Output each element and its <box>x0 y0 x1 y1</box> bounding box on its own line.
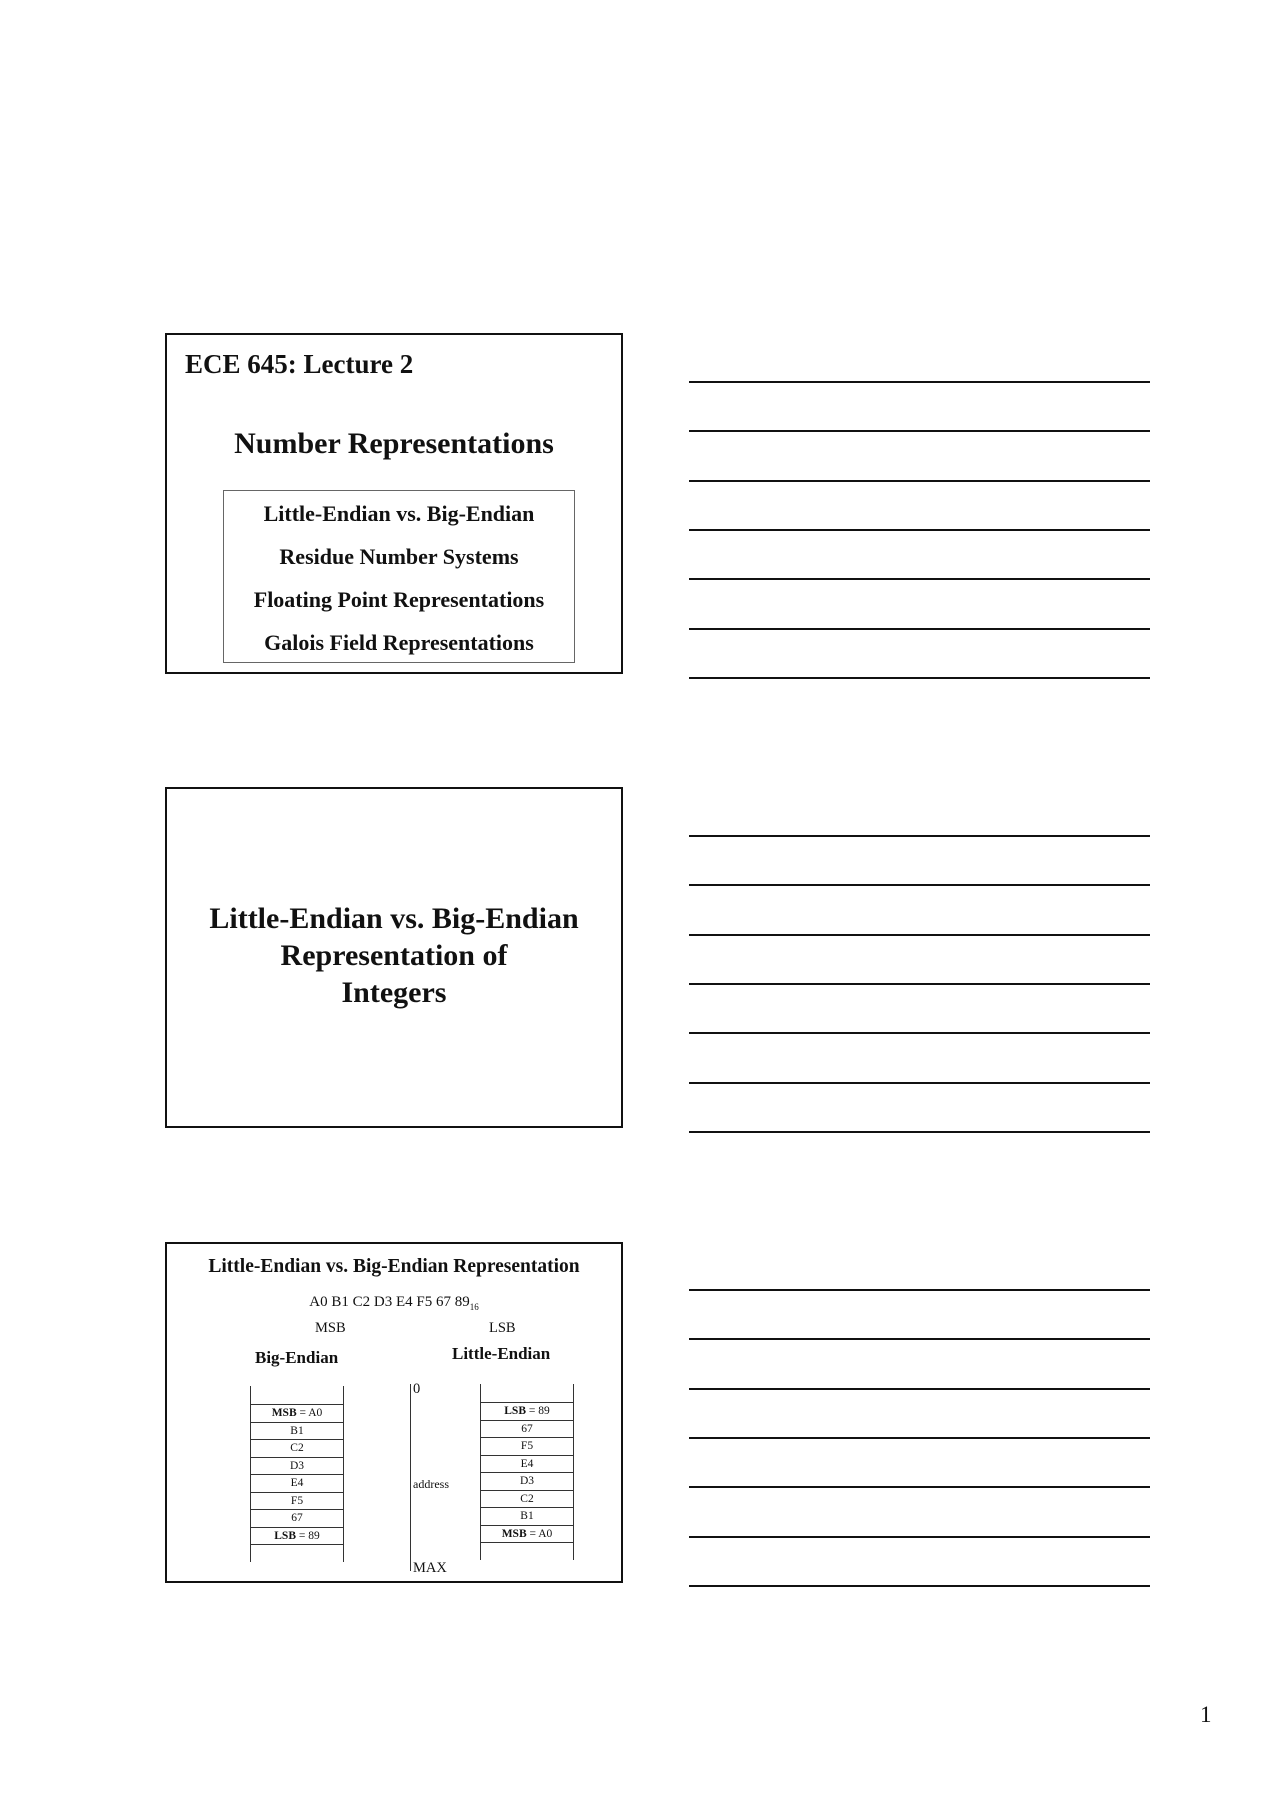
memory-cell <box>480 1491 574 1509</box>
note-line <box>689 1437 1150 1439</box>
address-end: MAX <box>413 1560 447 1576</box>
byte-role: MSB <box>501 1527 527 1540</box>
byte-value: B1 <box>520 1510 534 1522</box>
memory-cell <box>250 1458 344 1476</box>
course-title: ECE 645: Lecture 2 <box>185 349 414 379</box>
slide-title: Number Representations <box>234 427 554 460</box>
note-line <box>689 983 1150 985</box>
note-line <box>689 480 1150 482</box>
hex-base: 16 <box>469 1302 479 1312</box>
note-line <box>689 1388 1150 1390</box>
note-line <box>689 677 1150 679</box>
address-start: 0 <box>413 1381 421 1397</box>
memory-cell <box>480 1456 574 1474</box>
memory-cell <box>480 1403 574 1421</box>
slide-1 <box>165 333 623 674</box>
memory-cell <box>250 1510 344 1528</box>
slide-3 <box>165 1242 623 1583</box>
memory-cell <box>250 1405 344 1423</box>
page-number: 1 <box>1200 1702 1212 1727</box>
note-line <box>689 1486 1150 1488</box>
memory-cells <box>480 1402 574 1543</box>
slide-title <box>167 900 621 1011</box>
memory-cells <box>250 1404 344 1545</box>
memory-cell <box>480 1438 574 1456</box>
note-line <box>689 1082 1150 1084</box>
byte-value: B1 <box>290 1424 304 1437</box>
slide-title: Little-Endian vs. Big-Endian Representation <box>208 1256 580 1277</box>
byte-value: = A0 <box>296 1407 323 1419</box>
memory-cell <box>250 1493 344 1511</box>
byte-value: E4 <box>520 1457 534 1470</box>
note-line <box>689 1032 1150 1034</box>
title-line: Little-Endian vs. Big-Endian <box>209 902 579 935</box>
note-line <box>689 1536 1150 1538</box>
memory-cell <box>250 1440 344 1458</box>
byte-value: = 89 <box>526 1405 550 1417</box>
byte-value: = A0 <box>526 1527 553 1540</box>
byte-role: MSB <box>271 1407 297 1419</box>
byte-value: 67 <box>291 1512 303 1524</box>
note-line <box>689 1289 1150 1291</box>
byte-value: C2 <box>520 1492 534 1505</box>
slide-2 <box>165 787 623 1128</box>
memory-cell <box>480 1473 574 1491</box>
big-endian-label: Big-Endian <box>255 1348 339 1367</box>
byte-role: LSB <box>504 1405 526 1417</box>
memory-cell <box>250 1475 344 1493</box>
topic-item: Little-Endian vs. Big-Endian <box>263 501 535 526</box>
note-line <box>689 934 1150 936</box>
topic-item: Floating Point Representations <box>253 587 545 612</box>
hex-number <box>167 1294 621 1312</box>
note-line <box>689 381 1150 383</box>
little-endian-label: Little-Endian <box>452 1344 551 1363</box>
address-axis <box>410 1384 411 1571</box>
note-line <box>689 835 1150 837</box>
hex-value: A0 B1 C2 D3 E4 F5 67 89 <box>309 1294 470 1310</box>
memory-cell <box>480 1421 574 1439</box>
memory-cell <box>250 1528 344 1546</box>
little-endian-memory <box>480 1384 574 1560</box>
byte-value: D3 <box>519 1475 535 1487</box>
note-line <box>689 628 1150 630</box>
msb-label: MSB <box>315 1320 346 1336</box>
big-endian-memory <box>250 1386 344 1562</box>
note-line <box>689 529 1150 531</box>
byte-value: D3 <box>289 1459 305 1472</box>
note-line <box>689 1585 1150 1587</box>
byte-role: LSB <box>274 1529 296 1542</box>
topic-list <box>223 490 575 663</box>
note-line <box>689 1131 1150 1133</box>
memory-cell <box>480 1508 574 1526</box>
note-line <box>689 1338 1150 1340</box>
memory-cell <box>480 1526 574 1544</box>
byte-value: C2 <box>290 1442 304 1454</box>
topic-item: Galois Field Representations <box>264 630 534 655</box>
note-line <box>689 578 1150 580</box>
title-line: Representation of <box>280 939 508 972</box>
byte-value: E4 <box>290 1477 304 1489</box>
address-label: address <box>413 1477 449 1491</box>
note-line <box>689 430 1150 432</box>
lsb-label: LSB <box>489 1320 516 1336</box>
byte-value: 67 <box>521 1422 533 1435</box>
title-line: Integers <box>341 976 447 1009</box>
topic-item: Residue Number Systems <box>279 544 519 569</box>
byte-value: = 89 <box>296 1529 320 1542</box>
memory-cell <box>250 1423 344 1441</box>
byte-value: F5 <box>520 1440 534 1452</box>
note-line <box>689 884 1150 886</box>
byte-value: F5 <box>290 1494 304 1507</box>
